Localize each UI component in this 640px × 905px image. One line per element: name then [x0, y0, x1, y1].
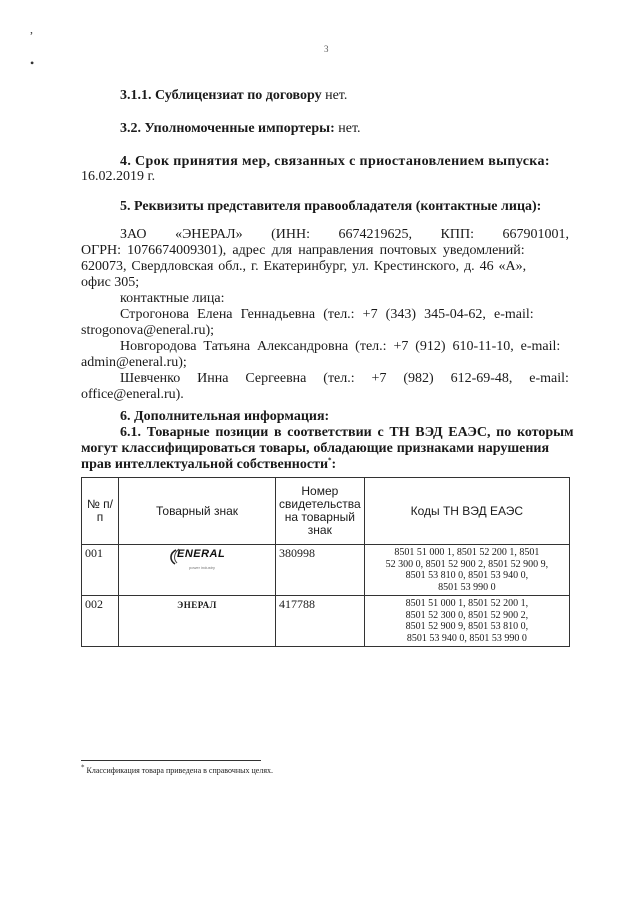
- c3-word-5: +7: [371, 371, 387, 386]
- header-trademark: Товарный знак: [119, 478, 276, 545]
- margin-mark-comma: ,: [30, 22, 33, 36]
- footnote-star: *: [81, 763, 85, 772]
- contact-2-line-2: admin@eneral.ru);: [81, 355, 187, 370]
- row-1-trademark: [119, 545, 276, 596]
- table-row: [82, 596, 570, 647]
- section-3-2-value: нет.: [334, 121, 361, 136]
- section-4-heading-text: 4. Срок принятия мер, связанных с приостановлением выпуска:: [120, 154, 550, 169]
- org-word-3: (ИНН:: [271, 227, 310, 242]
- row-1-codes-line: 8501 53 990 0: [438, 581, 496, 593]
- logo-text: ENERAL: [177, 548, 226, 560]
- c3-word-1: Шевченко: [120, 371, 181, 386]
- c3-word-2: Инна: [197, 371, 229, 386]
- contact-1-line-1: Строгонова Елена Геннадьевна (тел.: +7 (343) 345-04-62, e-mail:: [120, 307, 534, 322]
- section-6-1-line-3: [81, 457, 336, 473]
- org-line-4: офис 305;: [81, 275, 140, 290]
- row-1-codes-line: 52 300 0, 8501 52 900 2, 8501 52 900 9,: [385, 558, 549, 570]
- table-header-row: [82, 478, 570, 545]
- contact-3-line-1: [120, 371, 569, 387]
- contacts-label: контактные лица:: [120, 291, 225, 306]
- table-row: [82, 545, 570, 596]
- row-2-num: 002: [82, 596, 119, 647]
- row-1-codes-line: 8501 51 000 1, 8501 52 200 1, 8501: [394, 547, 540, 558]
- eneral-wordmark: ЭНЕРАЛ: [177, 600, 217, 610]
- section-3-1-1-heading: 3.1.1. Сублицензиат по договору: [120, 88, 322, 103]
- row-2-codes-line: 8501 51 000 1, 8501 52 200 1,: [405, 598, 529, 609]
- section-4-heading: [120, 154, 569, 170]
- row-2-certificate: 417788: [276, 596, 365, 647]
- row-2-codes-line: 8501 53 940 0, 8501 53 990 0: [406, 632, 527, 644]
- row-1-codes: [364, 545, 569, 596]
- org-word-6: 667901001,: [502, 227, 569, 242]
- section-6-1-line-3-text: прав интеллектуальной собственности: [81, 457, 329, 472]
- footnote-ref: *: [328, 456, 332, 465]
- row-1-codes-line: 8501 53 810 0, 8501 53 940 0,: [405, 570, 529, 581]
- section-6-1-line-1: 6.1. Товарные позиции в соответствии с ТН ВЭД ЕАЭС, по которым: [120, 425, 574, 440]
- goods-table: [81, 477, 570, 647]
- logo-subtext: power industry: [189, 565, 216, 570]
- row-2-codes-line: 8501 52 300 0, 8501 52 900 2,: [405, 609, 529, 621]
- org-line-1: [120, 227, 569, 243]
- section-3-2: [120, 121, 361, 137]
- section-6-heading: 6. Дополнительная информация:: [120, 409, 330, 424]
- org-line-3: 620073, Свердловская обл., г. Екатеринбург, ул. Крестинского, д. 46 «А»,: [81, 259, 527, 274]
- c3-word-6: (982): [403, 371, 434, 386]
- c3-word-4: (тел.:: [323, 371, 355, 386]
- contact-2-line-1: Новгородова Татьяна Александровна (тел.: +7 (912) 610-11-10, e-mail:: [120, 339, 561, 354]
- org-line-2: ОГРН: 1076674009301), адрес для направления почтовых уведомлений:: [81, 243, 525, 258]
- c3-word-7: 612-69-48,: [450, 371, 513, 386]
- header-codes: Коды ТН ВЭД ЕАЭС: [364, 478, 569, 545]
- c3-word-8: e-mail:: [529, 371, 569, 386]
- c3-word-3: Сергеевна: [245, 371, 307, 386]
- org-word-2: «ЭНЕРАЛ»: [175, 227, 243, 242]
- org-word-4: 6674219625,: [338, 227, 412, 242]
- section-5-heading: 5. Реквизиты представителя правообладателя (контактные лица):: [120, 199, 542, 214]
- org-word-1: ЗАО: [120, 227, 147, 242]
- contact-1-line-2: strogonova@eneral.ru);: [81, 323, 215, 338]
- row-1-certificate: 380998: [276, 545, 365, 596]
- header-num: № п/п: [82, 478, 119, 545]
- footnote: [81, 763, 273, 775]
- row-1-num: 001: [82, 545, 119, 596]
- row-2-trademark: [119, 596, 276, 647]
- org-word-5: КПП:: [440, 227, 474, 242]
- contact-3-line-2: office@eneral.ru).: [81, 387, 184, 402]
- row-2-codes: [364, 596, 569, 647]
- margin-mark-dot: •: [30, 56, 35, 70]
- section-3-1-1: [120, 88, 347, 104]
- section-3-2-heading: 3.2. Уполномоченные импортеры:: [120, 121, 335, 136]
- page-number: 3: [324, 44, 329, 54]
- row-2-codes-line: 8501 52 900 9, 8501 53 810 0,: [405, 621, 529, 632]
- footnote-divider: [81, 760, 261, 761]
- section-4-value: 16.02.2019 г.: [81, 169, 156, 184]
- eneral-logo: [167, 547, 227, 569]
- section-6-1-line-2: могут классифицироваться товары, обладающие признаками нарушения: [81, 441, 550, 456]
- section-6-1-colon: :: [331, 457, 337, 472]
- header-certificate: Номер свидетельства на товарный знак: [276, 478, 365, 545]
- footnote-text: Классификация товара приведена в справочных целях.: [84, 766, 273, 775]
- section-3-1-1-value: нет.: [321, 88, 348, 103]
